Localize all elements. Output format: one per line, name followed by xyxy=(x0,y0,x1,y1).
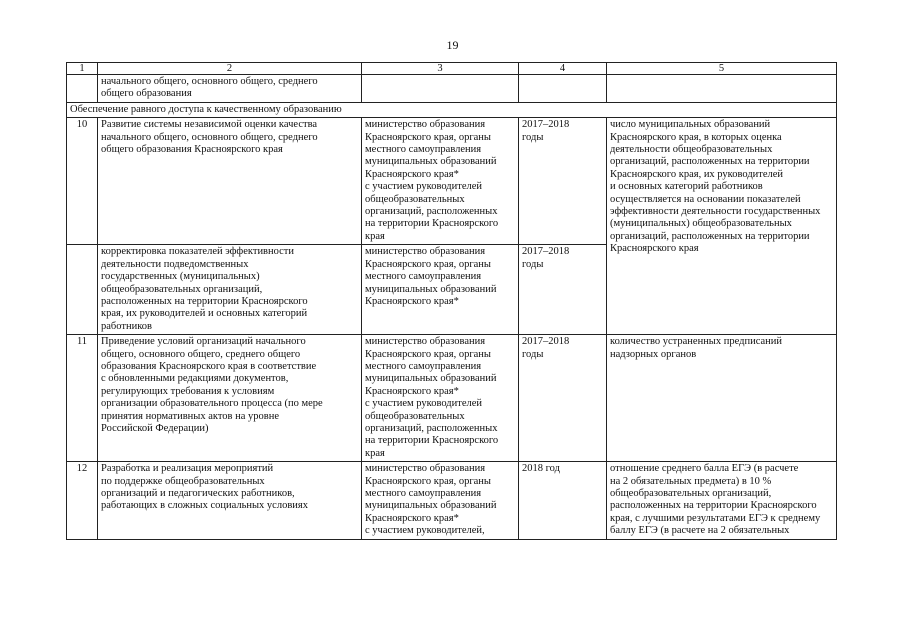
header-row xyxy=(67,63,837,75)
continued-num xyxy=(67,75,98,103)
row-number: 10 xyxy=(67,118,98,245)
row-activity: Приведение условий организаций начального общего, основного общего, среднего общего образования Красноярского края в соответствие с обновленными редакциями документов, регулирующих требования к условиям организации образовательного процесса (по мере принятия нормативных актов на уровне Российской Федерации) xyxy=(98,335,362,462)
page-number: 19 xyxy=(446,38,459,52)
continued-period xyxy=(519,75,607,103)
row-indicator: число муниципальных образований Красноярского края, в которых оценка деятельности общеобразовательных организаций, расположенных на территории Красноярского края, их руководителей и основных категорий работников осуществляется на основании показателей эффективности деятельности государственных (муниципальных) общеобразовательных организаций, расположенных на территории Красноярского края xyxy=(607,118,837,335)
row-period: 2017–2018 годы xyxy=(519,118,607,245)
header-col-3: 3 xyxy=(362,63,519,75)
row-number: 11 xyxy=(67,335,98,462)
row-executor: министерство образования Красноярского края, органы местного самоуправления муниципальных образований Красноярского края* с участием руководителей общеобразовательных организаций, расположенных на территории Красноярского края xyxy=(362,118,519,245)
plan-table xyxy=(66,62,837,540)
table-row-10 xyxy=(67,118,837,245)
table-row-11 xyxy=(67,335,837,462)
row-period: 2018 год xyxy=(519,462,607,539)
section-title: Обеспечение равного доступа к качественному образованию xyxy=(67,102,837,117)
header-col-1: 1 xyxy=(67,63,98,75)
table-row-12 xyxy=(67,462,837,539)
row-indicator: количество устраненных предписаний надзорных органов xyxy=(607,335,837,462)
header-col-2: 2 xyxy=(98,63,362,75)
row-activity: Разработка и реализация мероприятий по поддержке общеобразовательных организаций и педагогических работников, работающих в сложных социальных условиях xyxy=(98,462,362,539)
row-period: 2017–2018 годы xyxy=(519,245,607,335)
continued-activity: начального общего, основного общего, среднего общего образования xyxy=(98,75,362,103)
row-executor: министерство образования Красноярского края, органы местного самоуправления муниципальных образований Красноярского края* с участием руководителей общеобразовательных организаций, расположенных на территории Красноярского края xyxy=(362,335,519,462)
header-col-4: 4 xyxy=(519,63,607,75)
continued-row xyxy=(67,75,837,103)
continued-indicator xyxy=(607,75,837,103)
row-executor: министерство образования Красноярского края, органы местного самоуправления муниципальных образований Красноярского края* с участием руководителей, xyxy=(362,462,519,539)
row-indicator: отношение среднего балла ЕГЭ (в расчете на 2 обязательных предмета) в 10 % общеобразовательных организаций, расположенных на территории Красноярского края, с лучшими результатами ЕГЭ к среднему баллу ЕГЭ (в расчете на 2 обязательных xyxy=(607,462,837,539)
header-col-5: 5 xyxy=(607,63,837,75)
section-row xyxy=(67,102,837,117)
row-activity: Развитие системы независимой оценки качества начального общего, основного общего, среднего общего образования Красноярского края xyxy=(98,118,362,245)
continued-executor xyxy=(362,75,519,103)
row-activity: корректировка показателей эффективности деятельности подведомственных государственных (муниципальных) общеобразовательных организаций, расположенных на территории Красноярского края, их руководителей и основных категорий работников xyxy=(98,245,362,335)
row-period: 2017–2018 годы xyxy=(519,335,607,462)
row-executor: министерство образования Красноярского края, органы местного самоуправления муниципальных образований Красноярского края* xyxy=(362,245,519,335)
row-number xyxy=(67,245,98,335)
row-number: 12 xyxy=(67,462,98,539)
